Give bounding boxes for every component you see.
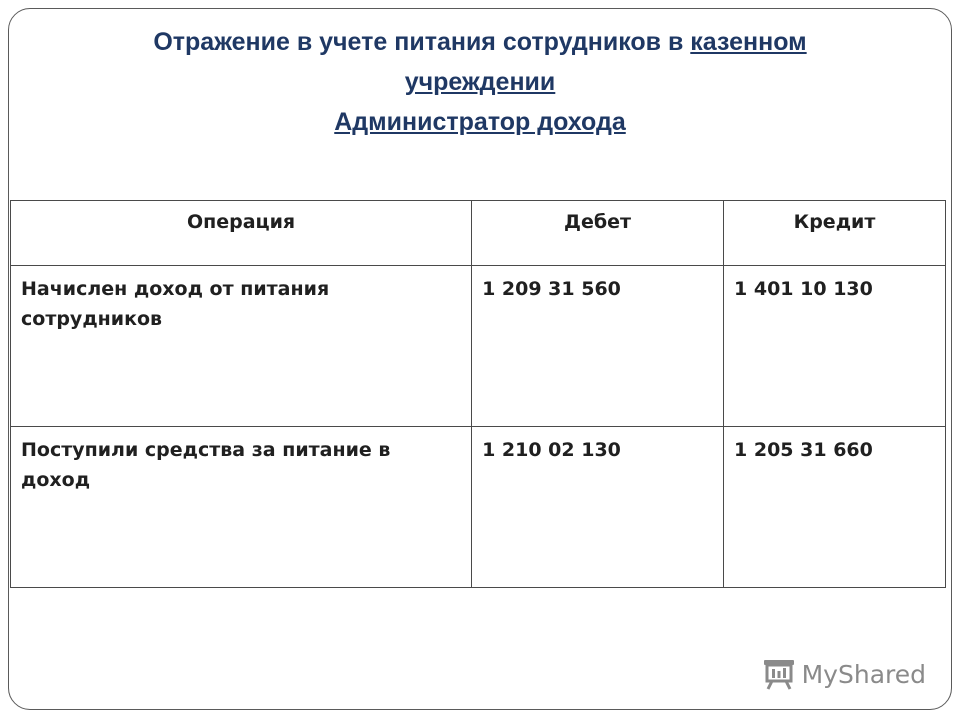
header-operation: Операция xyxy=(11,201,472,266)
cell-credit: 1 205 31 660 xyxy=(724,427,946,588)
cell-operation: Поступили средства за питание в доход xyxy=(11,427,472,588)
cell-operation: Начислен доход от питания сотрудников xyxy=(11,266,472,427)
table-row xyxy=(11,427,946,588)
accounting-table xyxy=(10,200,946,588)
cell-debit: 1 210 02 130 xyxy=(472,427,724,588)
cell-credit: 1 401 10 130 xyxy=(724,266,946,427)
header-debit: Дебет xyxy=(472,201,724,266)
header-credit: Кредит xyxy=(724,201,946,266)
title-text-1: Отражение в учете питания сотрудников в xyxy=(153,28,684,56)
title-line-2[interactable]: учреждении xyxy=(404,68,556,96)
title-line-3[interactable]: Администратор дохода xyxy=(334,108,626,136)
title-line-1 xyxy=(60,22,900,62)
cell-debit: 1 209 31 560 xyxy=(472,266,724,427)
mysharedlogo xyxy=(762,654,926,694)
logo-text: MyShared xyxy=(801,659,926,689)
presentation-board-icon xyxy=(762,657,796,691)
table-row xyxy=(11,266,946,427)
title-link-kazennom[interactable]: казенном xyxy=(690,28,807,56)
slide-title xyxy=(60,22,900,142)
table-header-row xyxy=(11,201,946,266)
